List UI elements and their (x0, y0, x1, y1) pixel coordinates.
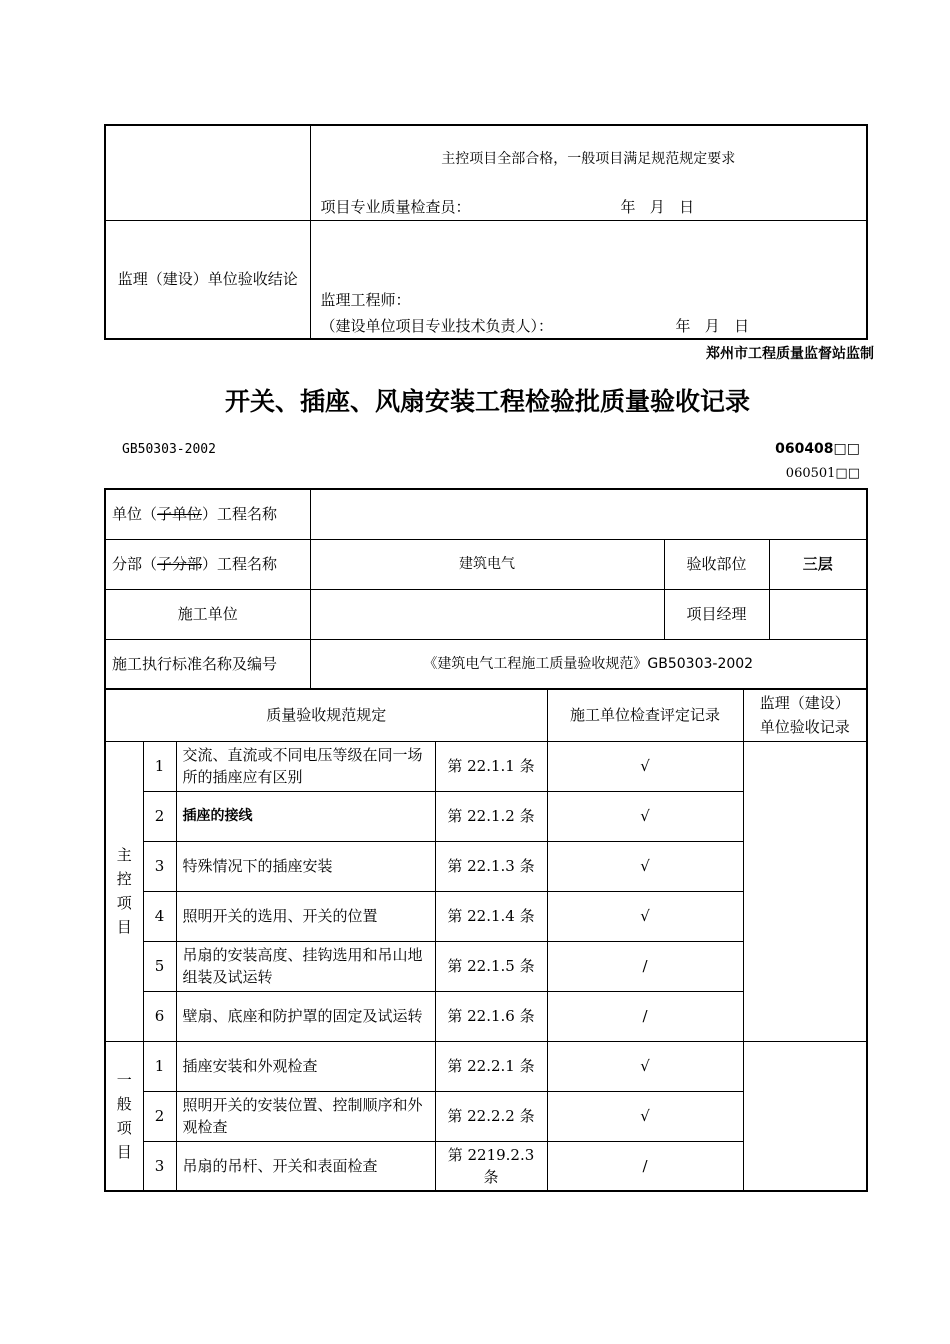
inspector-label: 项目专业质量检查员： (320, 198, 471, 216)
label-part: ）工程名称 (202, 505, 278, 524)
table-row (105, 1041, 867, 1091)
item-clause: 第 22.1.3 条 (435, 841, 547, 891)
conclusion-table (104, 124, 868, 340)
group-label-char: 目 (116, 918, 132, 936)
item-result: / (547, 1141, 743, 1191)
project-info-table (104, 488, 868, 690)
group-label-char: 项 (116, 1118, 132, 1137)
item-description: 吊扇的吊杆、开关和表面检查 (176, 1141, 435, 1191)
page-title: 开关、插座、风扇安装工程检验批质量验收记录 (224, 387, 750, 416)
division-value: 建筑电气 (310, 539, 664, 589)
item-description: 照明开关的选用、开关的位置 (176, 891, 435, 941)
project-manager-label: 项目经理 (664, 589, 769, 639)
item-description: 壁扇、底座和防护罩的固定及试运转 (176, 991, 435, 1041)
item-result: √ (547, 1041, 743, 1091)
item-clause: 第 22.1.1 条 (435, 741, 547, 791)
item-description: 特殊情况下的插座安装 (176, 841, 435, 891)
group-label-char: 一 (116, 1070, 132, 1089)
unit-project-value (310, 489, 867, 539)
label-part: 分部（ (112, 555, 158, 573)
item-result: √ (547, 1091, 743, 1141)
acceptance-part-label: 验收部位 (664, 539, 769, 589)
division-label (105, 539, 310, 589)
standard-value: 《建筑电气工程施工质量验收规范》GB50303-2002 (310, 639, 867, 689)
item-clause: 第 22.1.4 条 (435, 891, 547, 941)
group-label-char: 主 (116, 846, 132, 864)
item-number: 4 (143, 891, 176, 941)
item-result: / (547, 941, 743, 991)
item-clause: 第 22.1.6 条 (435, 991, 547, 1041)
item-number: 3 (143, 1141, 176, 1191)
item-clause: 第 22.2.2 条 (435, 1091, 547, 1141)
label-strike: 子单位 (157, 505, 203, 524)
main-control-group-label (105, 741, 143, 1041)
contractor-value (310, 589, 664, 639)
item-number: 3 (143, 841, 176, 891)
item-description: 插座安装和外观检查 (176, 1041, 435, 1091)
header-line: 监理（建设） (759, 694, 850, 713)
item-result: / (547, 991, 743, 1041)
group-label-char: 项 (116, 894, 132, 912)
item-number: 1 (143, 1041, 176, 1091)
label-strike: 子分部 (157, 555, 203, 573)
item-result: √ (547, 741, 743, 791)
item-result: √ (547, 791, 743, 841)
item-clause: 第 22.2.1 条 (435, 1041, 547, 1091)
engineer-label: 监理工程师： (320, 290, 411, 309)
standard-code: GB50303-2002 (122, 442, 216, 457)
spec-column-header: 质量验收规范规定 (105, 689, 547, 741)
owner-label: （建设单位项目专业技术负责人）： (320, 316, 554, 335)
item-result: √ (547, 841, 743, 891)
item-number: 5 (143, 941, 176, 991)
supervision-conclusion-cell (310, 220, 867, 339)
supervision-record-header (743, 689, 867, 741)
group-label-char: 般 (116, 1094, 132, 1113)
group-label-char: 目 (116, 1142, 132, 1161)
item-description: 交流、直流或不同电压等级在同一场所的插座应有区别 (176, 741, 435, 791)
supervision-record-cell (743, 741, 867, 1041)
form-code-secondary: 060501□□ (785, 466, 860, 481)
contractor-record-header: 施工单位检查评定记录 (547, 689, 743, 741)
item-clause: 第 2219.2.3 条 (435, 1141, 547, 1191)
item-number: 6 (143, 991, 176, 1041)
contractor-conclusion-cell (310, 125, 867, 220)
item-number: 2 (143, 1091, 176, 1141)
supervision-conclusion-label: 监理（建设）单位验收结论 (105, 220, 310, 339)
item-number: 2 (143, 791, 176, 841)
acceptance-part-value: 三层 (769, 539, 867, 589)
label-part: ）工程名称 (202, 555, 278, 573)
summary-text: 主控项目全部合格，一般项目满足规范规定要求 (441, 151, 736, 167)
general-group-label (105, 1041, 143, 1191)
supervision-record-cell (743, 1041, 867, 1191)
item-number: 1 (143, 741, 176, 791)
standard-label: 施工执行标准名称及编号 (105, 639, 310, 689)
inspection-items-table (104, 688, 868, 1192)
blank-cell (105, 125, 310, 220)
issuer-text: 郑州市工程质量监督站监制 (706, 346, 874, 362)
date-label: 年 月 日 (620, 198, 695, 216)
date-label: 年 月 日 (675, 316, 750, 335)
contractor-label: 施工单位 (105, 589, 310, 639)
header-line: 单位验收记录 (759, 718, 850, 737)
unit-project-label (105, 489, 310, 539)
item-description: 照明开关的安装位置、控制顺序和外观检查 (176, 1091, 435, 1141)
project-manager-value (769, 589, 867, 639)
item-clause: 第 22.1.2 条 (435, 791, 547, 841)
table-row (105, 741, 867, 791)
item-result: √ (547, 891, 743, 941)
item-description: 插座的接线 (176, 791, 435, 841)
item-description: 吊扇的安装高度、挂钩选用和吊山地组装及试运转 (176, 941, 435, 991)
label-part: 单位（ (112, 505, 158, 524)
item-clause: 第 22.1.5 条 (435, 941, 547, 991)
form-code-primary: 060408□□ (775, 441, 860, 457)
group-label-char: 控 (116, 870, 132, 888)
